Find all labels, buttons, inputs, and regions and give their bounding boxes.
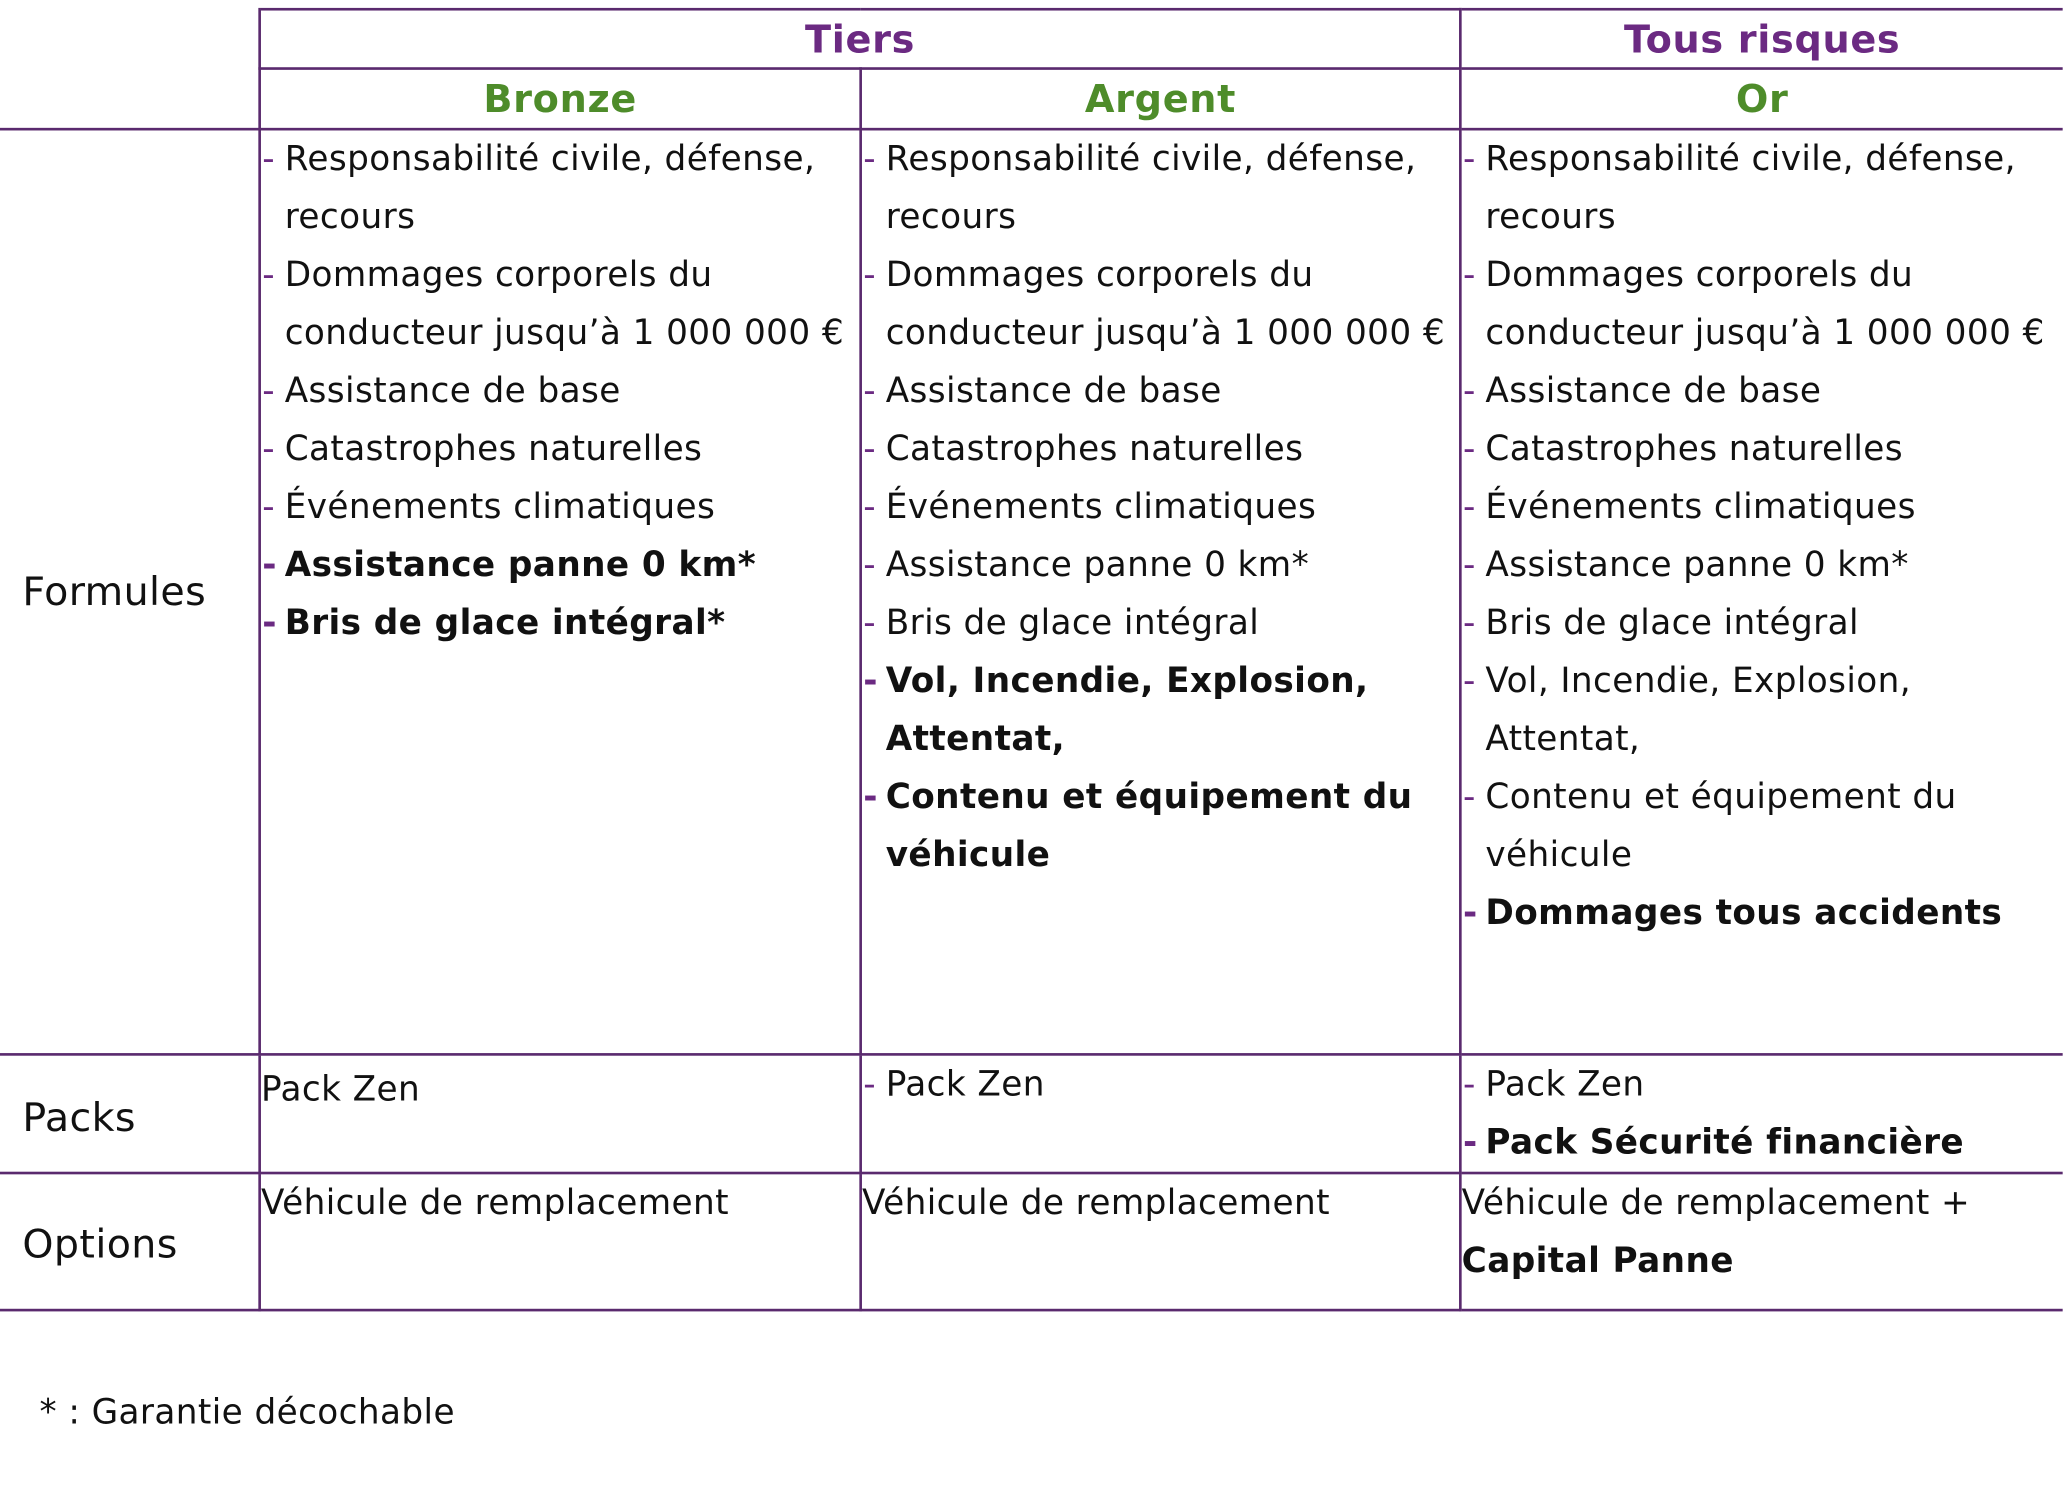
list-item: - Dommages corporels du conducteur jusqu’à 1 000 000 € xyxy=(862,246,1459,362)
list-item: - Assistance de base xyxy=(1462,362,2063,420)
row-header-packs: Packs xyxy=(0,1054,260,1173)
footnote: * : Garantie décochable xyxy=(39,1393,455,1433)
tier-header-argent: Argent xyxy=(861,69,1461,130)
packs-or-cell xyxy=(1460,1054,2062,1173)
list-item: - Dommages corporels du conducteur jusqu’à 1 000 000 € xyxy=(261,246,859,362)
list-item: - Responsabilité civile, défense, recours xyxy=(1462,130,2063,246)
list-item: - Dommages tous accidents xyxy=(1462,884,2063,942)
row-header-formules: Formules xyxy=(0,129,260,1054)
list-item: - Assistance panne 0 km* xyxy=(1462,536,2063,594)
options-argent-cell: Véhicule de remplacement xyxy=(861,1173,1461,1310)
group-header-tous-risques: Tous risques xyxy=(1460,9,2062,68)
formules-or-cell xyxy=(1460,129,2062,1054)
list-item: - Vol, Incendie, Explosion, Attentat, xyxy=(1462,652,2063,768)
formules-or-list xyxy=(1462,130,2063,942)
row-header-options: Options xyxy=(0,1173,260,1310)
options-or-line1: Véhicule de remplacement + xyxy=(1461,1183,1971,1224)
packs-bronze-cell xyxy=(260,1054,861,1173)
list-item: - Événements climatiques xyxy=(1462,478,2063,536)
list-item: - Responsabilité civile, défense, recours xyxy=(862,130,1459,246)
list-item: - Pack Zen xyxy=(862,1056,1459,1114)
formules-argent-cell xyxy=(861,129,1461,1054)
options-or-capital-panne: Capital Panne xyxy=(1461,1241,1734,1282)
tier-header-bronze: Bronze xyxy=(260,69,861,130)
list-item: - Pack Zen xyxy=(1462,1056,2063,1114)
packs-argent-list xyxy=(862,1056,1459,1114)
list-item: - Responsabilité civile, défense, recours xyxy=(261,130,859,246)
formules-bronze-list xyxy=(261,130,859,652)
options-or-cell xyxy=(1460,1173,2062,1310)
list-item: - Catastrophes naturelles xyxy=(1462,420,2063,478)
list-item: - Bris de glace intégral xyxy=(862,594,1459,652)
tier-header-or: Or xyxy=(1460,69,2062,130)
formula-comparison-table xyxy=(0,8,2063,1312)
list-item: - Vol, Incendie, Explosion, Attentat, xyxy=(862,652,1459,768)
list-item: - Événements climatiques xyxy=(261,478,859,536)
group-header-tiers: Tiers xyxy=(260,9,1461,68)
formules-bronze-cell xyxy=(260,129,861,1054)
list-item: - Assistance de base xyxy=(862,362,1459,420)
list-item: - Assistance panne 0 km* xyxy=(862,536,1459,594)
list-item: - Bris de glace intégral* xyxy=(261,594,859,652)
packs-or-list xyxy=(1462,1056,2063,1172)
list-item: - Bris de glace intégral xyxy=(1462,594,2063,652)
list-item: - Catastrophes naturelles xyxy=(261,420,859,478)
packs-bronze-text: Pack Zen xyxy=(260,1070,421,1110)
list-item: - Contenu et équipement du véhicule xyxy=(862,768,1459,884)
list-item: - Catastrophes naturelles xyxy=(862,420,1459,478)
list-item: - Pack Sécurité financière xyxy=(1462,1114,2063,1172)
list-item: - Contenu et équipement du véhicule xyxy=(1462,768,2063,884)
list-item: - Événements climatiques xyxy=(862,478,1459,536)
formules-argent-list xyxy=(862,130,1459,884)
list-item: - Assistance panne 0 km* xyxy=(261,536,859,594)
options-bronze-cell: Véhicule de remplacement xyxy=(260,1173,861,1310)
list-item: - Dommages corporels du conducteur jusqu’à 1 000 000 € xyxy=(1462,246,2063,362)
list-item: - Assistance de base xyxy=(261,362,859,420)
empty-corner-cell xyxy=(0,9,260,129)
packs-argent-cell xyxy=(861,1054,1461,1173)
